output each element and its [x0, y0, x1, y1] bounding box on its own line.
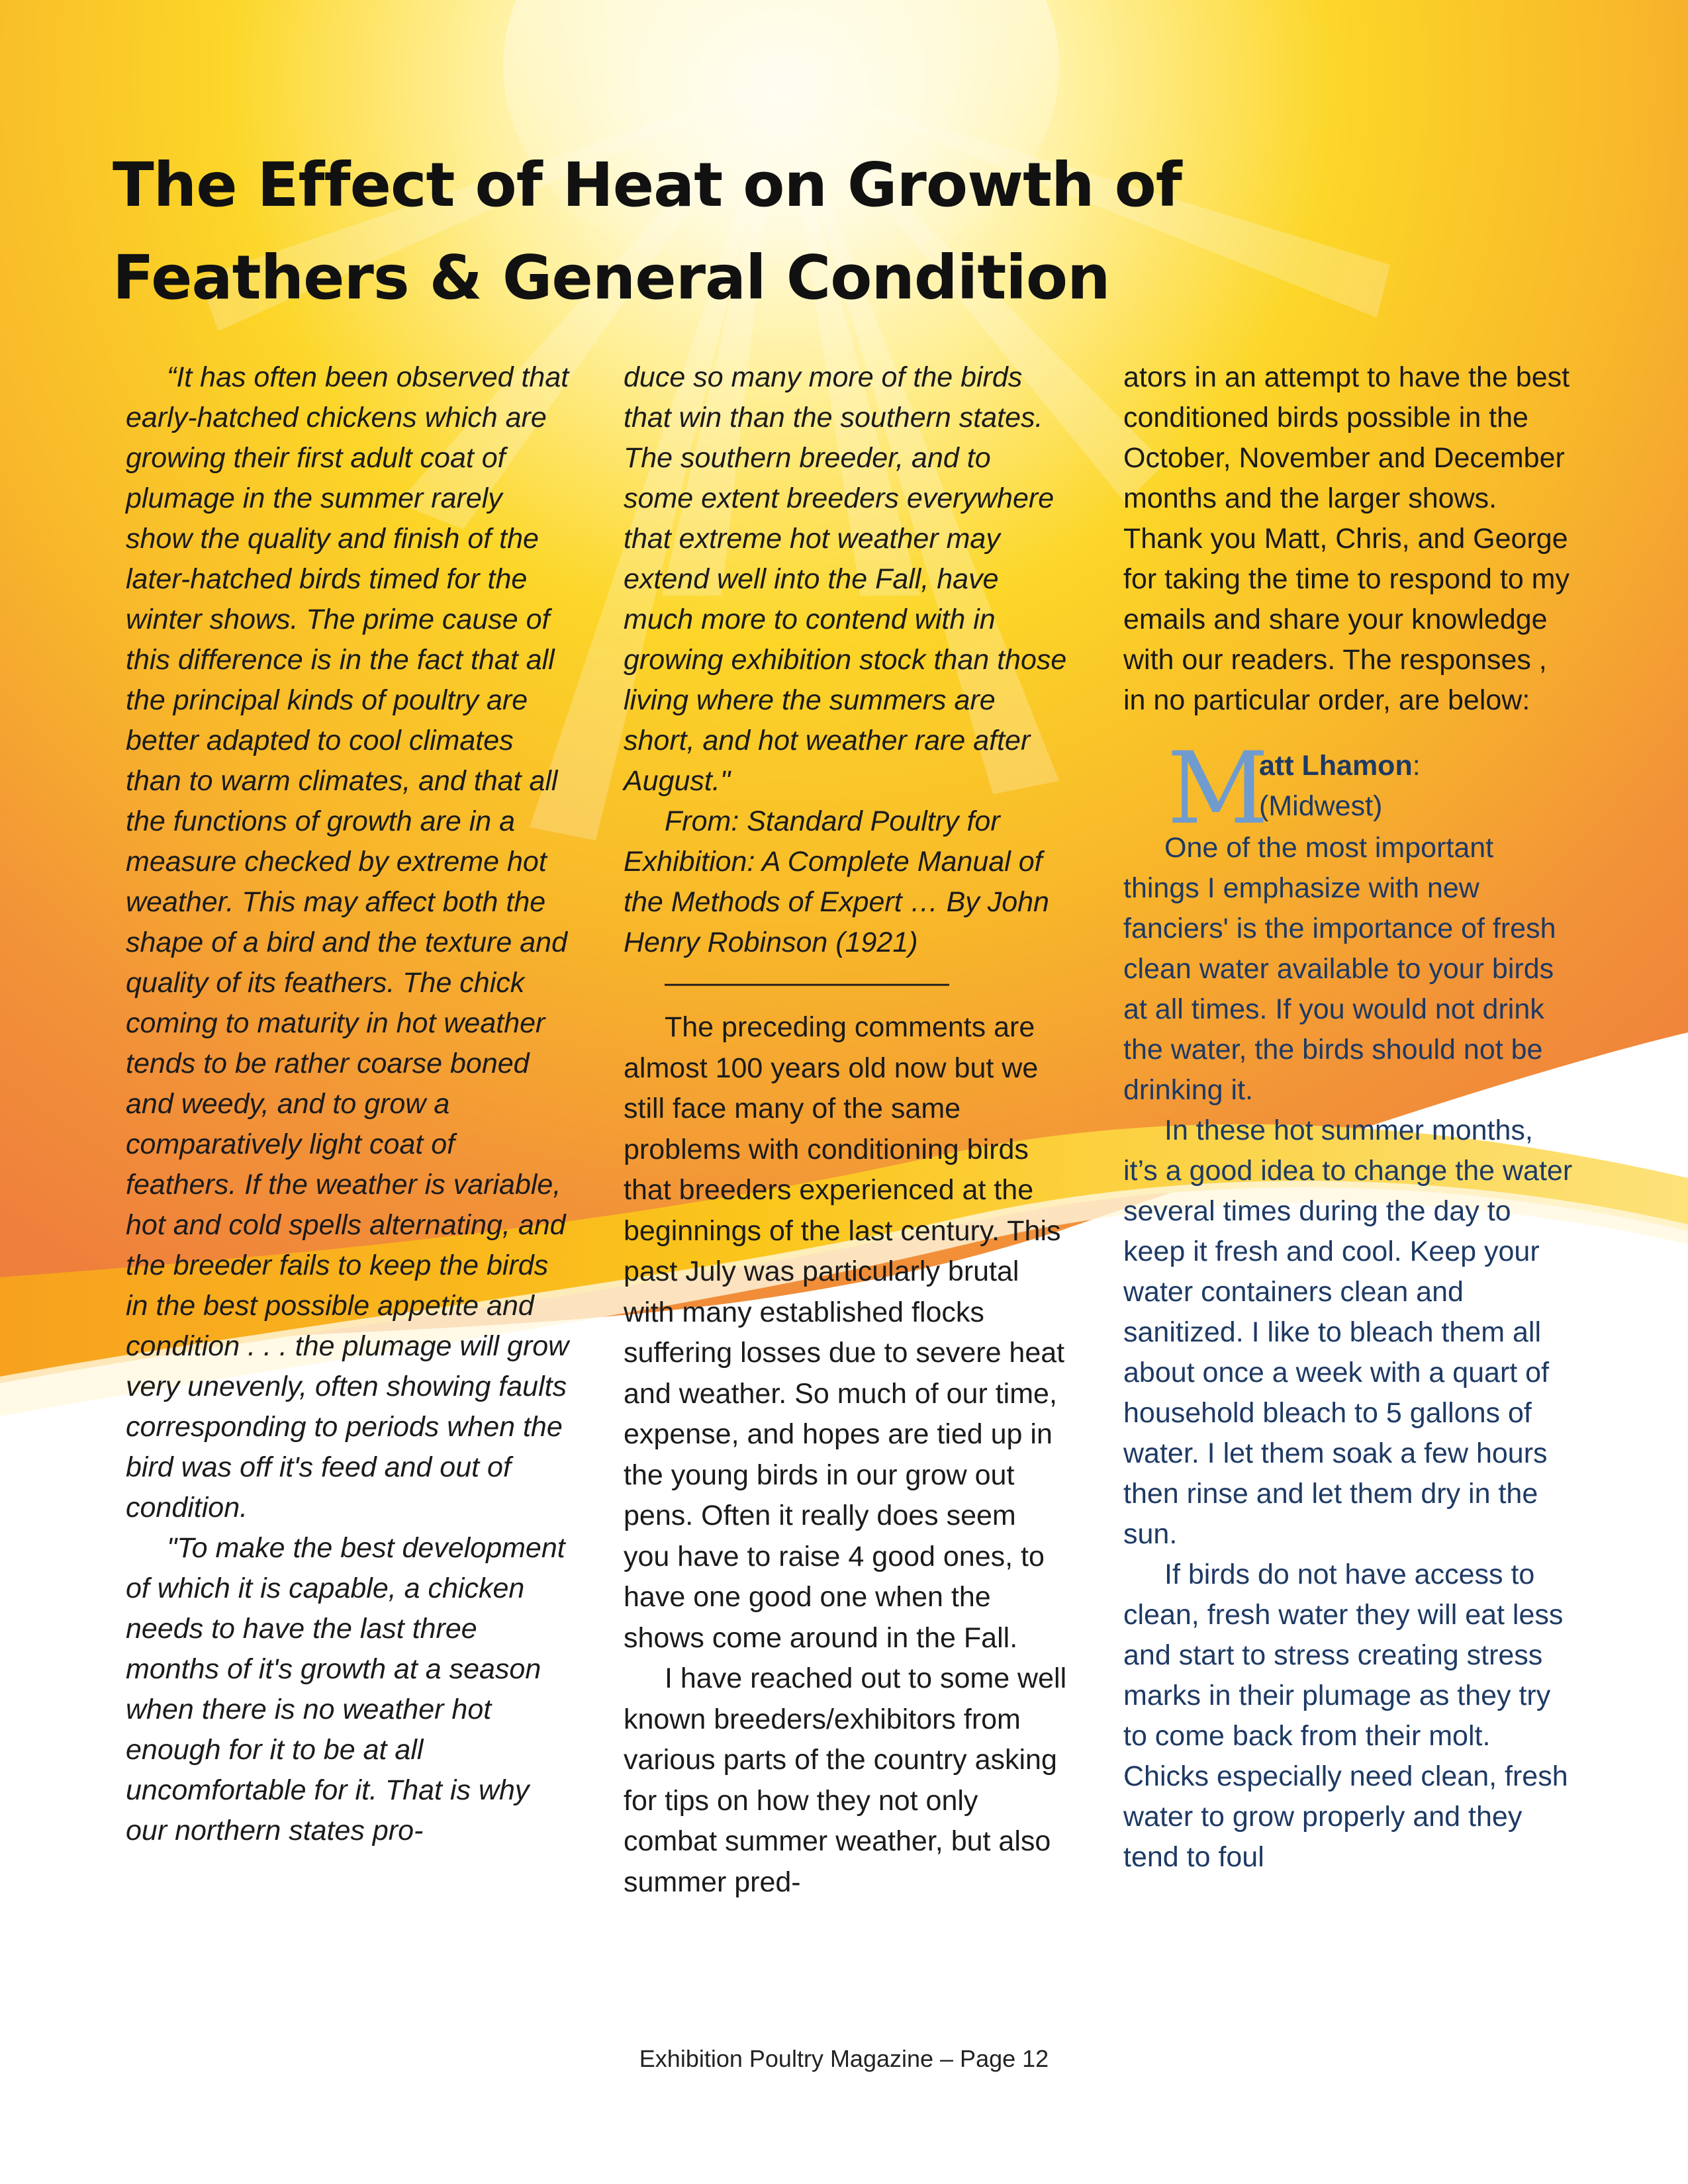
column-3 — [1123, 357, 1573, 1878]
quote-paragraph-2: "To make the best development of which it is capable, a chicken needs to have the last three months of it's growth at a season when there is no weather hot enough for it to be at all uncomfortable for it. That is why our northern states pro- — [126, 1532, 565, 1846]
respondent-region: (Midwest) — [1259, 790, 1383, 822]
drop-cap: M — [1167, 731, 1269, 846]
response-paragraph-3: If birds do not have access to clean, fresh water they will eat less and start to stress creating stress marks in their plumage as they try to come back from their molt. Chicks especially need clean, fresh water to grow properly and they tend to foul — [1123, 1559, 1568, 1873]
title-line-1: The Effect of Heat on Growth of — [113, 150, 1182, 220]
response-paragraph-1: One of the most important things I emphasize with new fanciers' is the importance of fresh clean water available to your birds at all times. If you would not drink the water, the birds should not be drinking it. — [1123, 832, 1556, 1106]
byline-colon: : — [1412, 750, 1421, 782]
respondent-name: att Lhamon — [1259, 750, 1413, 782]
quote-paragraph-1: “It has often been observed that early-hatched chickens which are growing their first adult coat of plumage in the summer rarely show the quality and finish of the later-hatched birds timed for the winter shows. The prime cause of this difference is in the fact that all the principal kinds of poultry are better adapted to cool climates than to warm climates, and that all the functions of growth are in a measure checked by extreme hot weather. This may affect both the shape of a bird and the texture and quality of its feathers. The chick coming to maturity in hot weather tends to be rather coarse boned and weedy, and to grow a comparatively light coat of feathers. If the weather is variable, hot and cold spells alternating, and the breeder fails to keep the birds in the best possible appetite and condition . . . the plumage will grow very unevenly, often showing faults corresponding to periods when the bird was off it's feed and out of condition. — [126, 361, 569, 1524]
article-title — [113, 139, 1436, 324]
section-separator: —————————— — [665, 967, 949, 999]
quote-paragraph-3: duce so many more of the birds that win than the southern states. The southern breeder, and to some extent breeders everywhere that extreme hot weather may extend well into the Fall, have much more to contend with in growing exhibition stock than those living where the summers are short, and hot weather rare after August." — [624, 361, 1067, 797]
title-line-2: Feathers & General Condition — [113, 242, 1110, 313]
column-2 — [624, 357, 1067, 1903]
body-paragraph-2: I have reached out to some well known breeders/exhibitors from various parts of the country asking for tips on how they not only combat summer weather, but also summer pred- — [624, 1662, 1067, 1898]
quote-source: From: Standard Poultry for Exhibition: A Complete Manual of the Methods of Expert … By John Henry Robinson (1921) — [624, 805, 1049, 958]
column-1 — [126, 357, 569, 1851]
respondent-byline — [1123, 731, 1573, 846]
page-footer: Exhibition Poultry Magazine – Page 12 — [639, 2045, 1049, 2072]
body-paragraph-1: The preceding comments are almost 100 years old now but we still face many of the same problems with conditioning birds that breeders experienced at the beginnings of the last century. This past July was particularly brutal with many established flocks suffering losses due to severe heat and weather. So much of our time, expense, and hopes are tied up in the young birds in our grow out pens. Often it really does seem you have to raise 4 good ones, to have one good one when the shows come around in the Fall. — [624, 1011, 1065, 1654]
body-paragraph-3: ators in an attempt to have the best conditioned birds possible in the October, November and December months and the larger shows. Thank you Matt, Chris, and George for taking the time to respond to my emails and share your knowledge with our readers. The responses , in no particular order, are below: — [1123, 361, 1570, 716]
response-paragraph-2: In these hot summer months, it’s a good idea to change the water several times during the day to keep it fresh and cool. Keep your water containers clean and sanitized. I like to bleach them all about once a week with a quart of household bleach to 5 gallons of water. I let them soak a few hours then rinse and let them dry in the sun. — [1123, 1115, 1573, 1550]
